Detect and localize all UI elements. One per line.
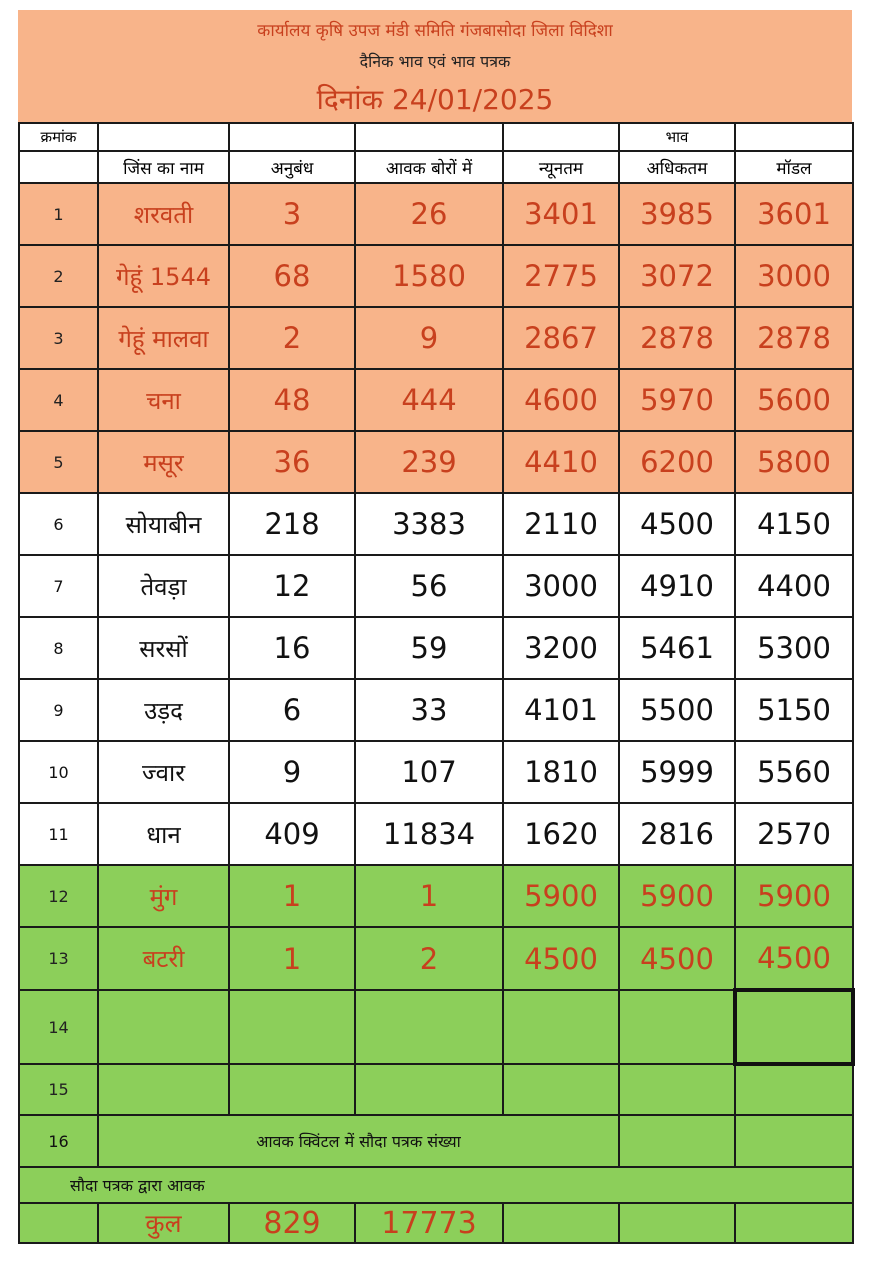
cell-arrival: 239	[355, 431, 503, 493]
cell-name: ज्वार	[98, 741, 229, 803]
cell-name: सरसों	[98, 617, 229, 679]
empty-cell	[503, 1203, 619, 1243]
cell-modal: 3601	[735, 183, 853, 245]
empty-cell	[735, 1203, 853, 1243]
cell-name: गेहूं 1544	[98, 245, 229, 307]
cell-name: शरवती	[98, 183, 229, 245]
row-17	[19, 1167, 853, 1203]
cell-modal: 4150	[735, 493, 853, 555]
cell-sn: 4	[19, 369, 98, 431]
cell-contract: 36	[229, 431, 355, 493]
cell-max: 4910	[619, 555, 735, 617]
empty-cell	[619, 1064, 735, 1115]
cell-arrival: 107	[355, 741, 503, 803]
cell-contract: 3	[229, 183, 355, 245]
cell-contract: 2	[229, 307, 355, 369]
cell-arrival: 444	[355, 369, 503, 431]
cell-sn: 13	[19, 927, 98, 990]
cell-max: 5500	[619, 679, 735, 741]
cell-modal: 5900	[735, 865, 853, 927]
cell-name: धान	[98, 803, 229, 865]
cell-sn: 1	[19, 183, 98, 245]
office-title: कार्यालय कृषि उपज मंडी समिति गंजबासोदा जिला विदिशा	[257, 21, 613, 41]
contract-header: अनुबंध	[229, 151, 355, 183]
cell-contract: 409	[229, 803, 355, 865]
cell-arrival: 1	[355, 865, 503, 927]
table-row	[19, 369, 853, 431]
cell-max: 6200	[619, 431, 735, 493]
empty-cell	[619, 1115, 735, 1167]
empty-cell	[735, 990, 853, 1064]
cell-modal: 5600	[735, 369, 853, 431]
cell-max: 4500	[619, 927, 735, 990]
empty-row	[19, 990, 853, 1064]
cell-sn: 7	[19, 555, 98, 617]
row16-label: आवक क्विंटल में सौदा पत्रक संख्या	[98, 1115, 619, 1167]
cell-min: 3401	[503, 183, 619, 245]
empty-cell	[98, 1064, 229, 1115]
sheet-subtitle: दैनिक भाव एवं भाव पत्रक	[359, 52, 511, 71]
cell-min: 4500	[503, 927, 619, 990]
empty-cell	[735, 1064, 853, 1115]
cell-min: 2867	[503, 307, 619, 369]
cell-min: 1810	[503, 741, 619, 803]
cell-sn: 14	[19, 990, 98, 1064]
date-line: दिनांक 24/01/2025	[316, 83, 554, 116]
cell-modal: 5800	[735, 431, 853, 493]
cell-name: मुंग	[98, 865, 229, 927]
empty-cell	[19, 1203, 98, 1243]
table-row	[19, 927, 853, 990]
cell-min: 5900	[503, 865, 619, 927]
empty-cell	[355, 1064, 503, 1115]
cell-modal: 4500	[735, 927, 853, 990]
header-row-1	[19, 123, 853, 151]
arrival-header: आवक बोरों में	[355, 151, 503, 183]
cell-max: 2878	[619, 307, 735, 369]
empty-cell	[619, 1203, 735, 1243]
empty-cell	[503, 990, 619, 1064]
cell-min: 2110	[503, 493, 619, 555]
cell-modal: 5560	[735, 741, 853, 803]
cell-min: 4600	[503, 369, 619, 431]
cell-contract: 9	[229, 741, 355, 803]
cell-sn: 5	[19, 431, 98, 493]
cell-sn: 11	[19, 803, 98, 865]
cell-name: सोयाबीन	[98, 493, 229, 555]
empty-cell	[229, 990, 355, 1064]
empty-cell	[619, 990, 735, 1064]
cell-min: 4410	[503, 431, 619, 493]
empty-cell	[229, 1064, 355, 1115]
cell-modal: 4400	[735, 555, 853, 617]
max-header: अधिकतम	[619, 151, 735, 183]
modal-header: मॉडल	[735, 151, 853, 183]
empty-cell	[503, 1064, 619, 1115]
cell-min: 2775	[503, 245, 619, 307]
cell-sn: 10	[19, 741, 98, 803]
cell-name: मसूर	[98, 431, 229, 493]
table-row	[19, 183, 853, 245]
empty-cell	[355, 990, 503, 1064]
cell-arrival: 1580	[355, 245, 503, 307]
cell-modal: 2878	[735, 307, 853, 369]
cell-min: 3000	[503, 555, 619, 617]
total-arrival: 17773	[355, 1203, 503, 1243]
cell-max: 5461	[619, 617, 735, 679]
cell-arrival: 56	[355, 555, 503, 617]
rate-table	[18, 122, 855, 1244]
cell-name: गेहूं मालवा	[98, 307, 229, 369]
header-row-2	[19, 151, 853, 183]
cell-contract: 48	[229, 369, 355, 431]
cell-max: 5999	[619, 741, 735, 803]
cell-max: 4500	[619, 493, 735, 555]
empty-row	[19, 1064, 853, 1115]
serial-header: क्रमांक	[19, 123, 98, 151]
cell-sn: 16	[19, 1115, 98, 1167]
cell-name: तेवड़ा	[98, 555, 229, 617]
cell-arrival: 33	[355, 679, 503, 741]
cell-sn: 6	[19, 493, 98, 555]
cell-arrival: 26	[355, 183, 503, 245]
rate-group-header: भाव	[619, 123, 735, 151]
cell-max: 5970	[619, 369, 735, 431]
cell-modal: 5150	[735, 679, 853, 741]
total-row	[19, 1203, 853, 1243]
table-row	[19, 679, 853, 741]
table-row	[19, 245, 853, 307]
cell-name: बटरी	[98, 927, 229, 990]
cell-sn: 8	[19, 617, 98, 679]
cell-arrival: 59	[355, 617, 503, 679]
cell-contract: 6	[229, 679, 355, 741]
name-header: जिंस का नाम	[98, 151, 229, 183]
cell-contract: 16	[229, 617, 355, 679]
cell-min: 4101	[503, 679, 619, 741]
cell-sn: 9	[19, 679, 98, 741]
table-row	[19, 493, 853, 555]
table-row	[19, 803, 853, 865]
row17-label: सौदा पत्रक द्वारा आवक	[19, 1167, 853, 1203]
sheet-header	[18, 10, 852, 122]
cell-modal: 5300	[735, 617, 853, 679]
cell-sn: 12	[19, 865, 98, 927]
empty-cell	[98, 990, 229, 1064]
cell-sn: 15	[19, 1064, 98, 1115]
cell-min: 3200	[503, 617, 619, 679]
cell-contract: 218	[229, 493, 355, 555]
cell-arrival: 3383	[355, 493, 503, 555]
min-header: न्यूनतम	[503, 151, 619, 183]
cell-arrival: 11834	[355, 803, 503, 865]
cell-max: 3985	[619, 183, 735, 245]
table-row	[19, 555, 853, 617]
row-16	[19, 1115, 853, 1167]
cell-contract: 12	[229, 555, 355, 617]
cell-name: उड़द	[98, 679, 229, 741]
cell-arrival: 2	[355, 927, 503, 990]
table-row	[19, 741, 853, 803]
cell-max: 3072	[619, 245, 735, 307]
cell-sn: 3	[19, 307, 98, 369]
cell-min: 1620	[503, 803, 619, 865]
cell-max: 5900	[619, 865, 735, 927]
rate-sheet	[18, 10, 852, 1244]
table-row	[19, 307, 853, 369]
cell-modal: 3000	[735, 245, 853, 307]
table-row	[19, 865, 853, 927]
table-row	[19, 431, 853, 493]
total-contract: 829	[229, 1203, 355, 1243]
cell-arrival: 9	[355, 307, 503, 369]
total-label: कुल	[98, 1203, 229, 1243]
empty-cell	[735, 1115, 853, 1167]
cell-contract: 1	[229, 865, 355, 927]
cell-max: 2816	[619, 803, 735, 865]
table-row	[19, 617, 853, 679]
cell-contract: 1	[229, 927, 355, 990]
cell-modal: 2570	[735, 803, 853, 865]
cell-sn: 2	[19, 245, 98, 307]
cell-contract: 68	[229, 245, 355, 307]
cell-name: चना	[98, 369, 229, 431]
